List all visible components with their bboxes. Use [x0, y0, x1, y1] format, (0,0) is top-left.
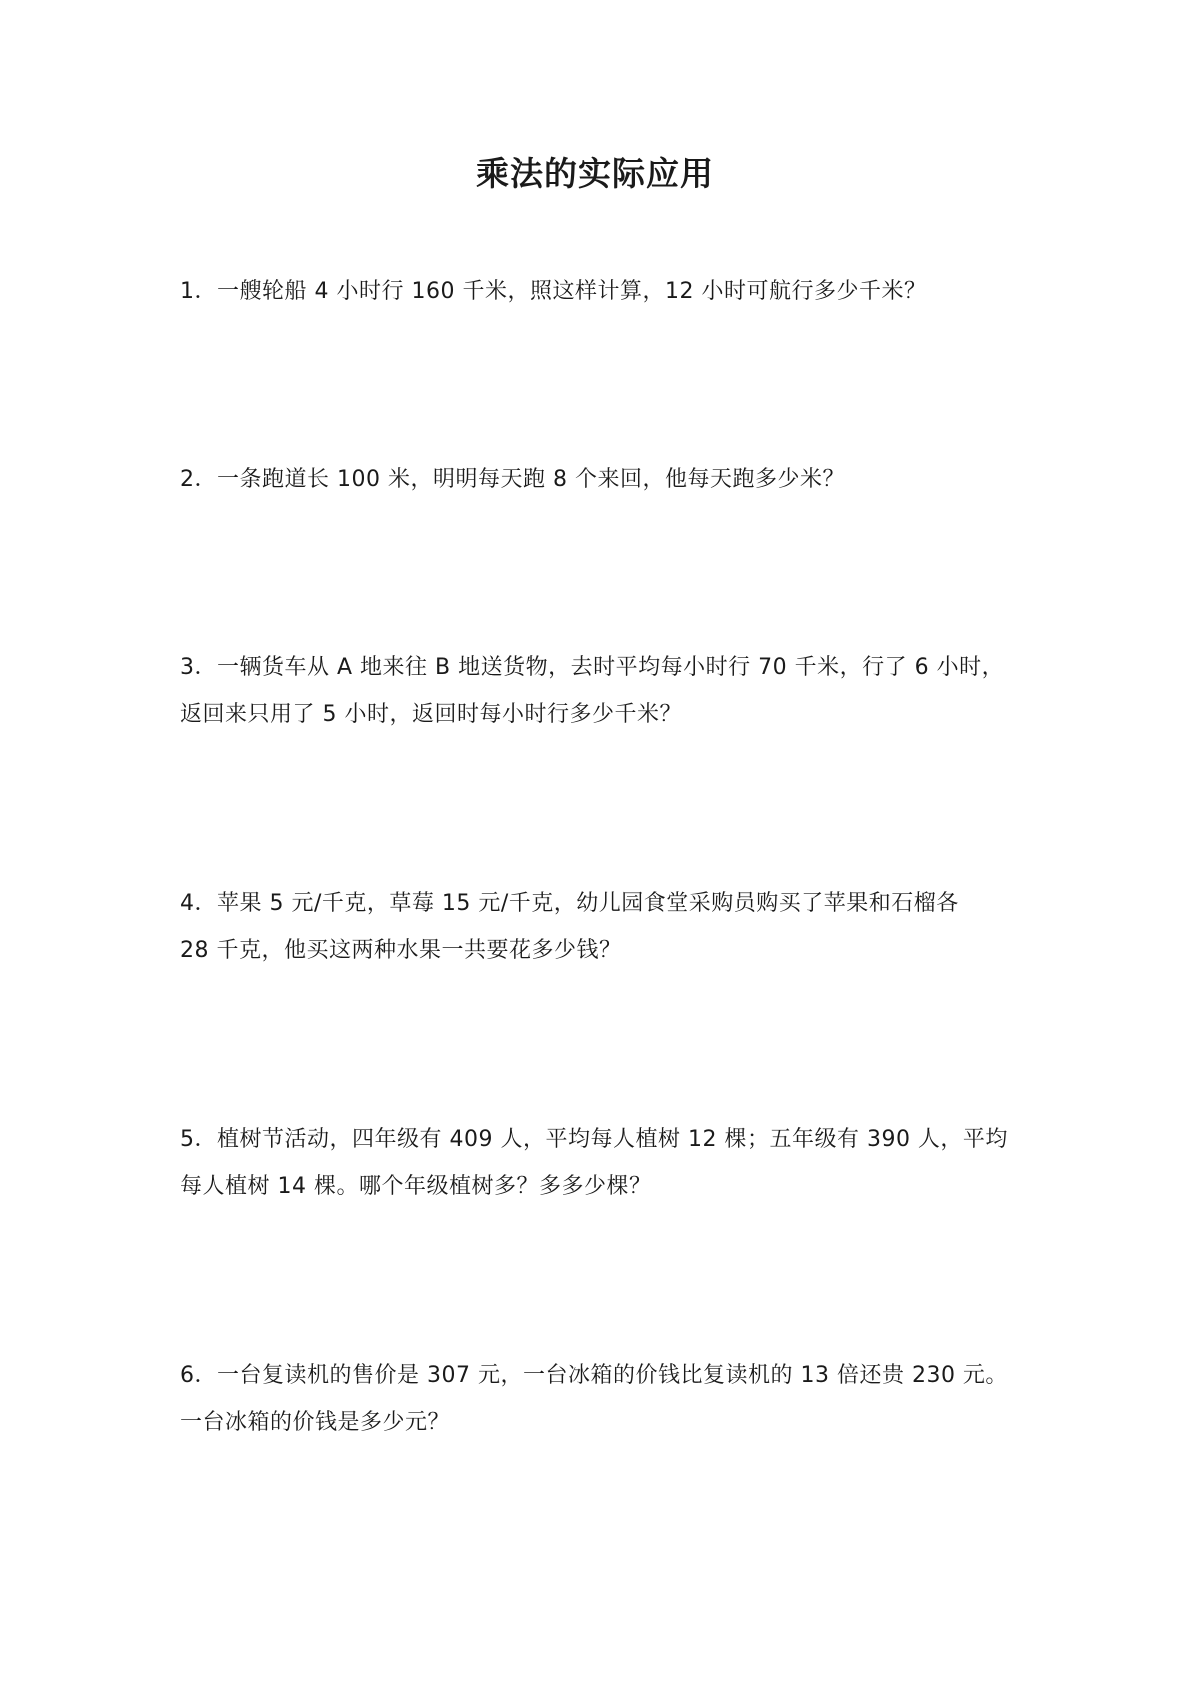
- question-3-line-1: 3．一辆货车从 A 地来往 B 地送货物，去时平均每小时行 70 千米，行了 6 小时，: [180, 655, 1005, 680]
- question-5-line-2: 每人植树 14 棵。哪个年级植树多？多多少棵？: [180, 1174, 652, 1199]
- question-5-line-1: 5．植树节活动，四年级有 409 人，平均每人植树 12 棵；五年级有 390 人，平均: [180, 1127, 1008, 1152]
- question-4: [180, 880, 1020, 974]
- question-6: [180, 1352, 1020, 1446]
- question-6-line-2: 一台冰箱的价钱是多少元？: [180, 1410, 451, 1435]
- question-1-line-1: 1．一艘轮船 4 小时行 160 千米，照这样计算，12 小时可航行多少千米？: [180, 279, 927, 304]
- question-1: [180, 268, 1020, 315]
- question-4-line-2: 28 千克，他买这两种水果一共要花多少钱？: [180, 938, 622, 963]
- question-2-line-1: 2．一条跑道长 100 米，明明每天跑 8 个来回，他每天跑多少米？: [180, 467, 845, 492]
- question-4-line-1: 4．苹果 5 元/千克，草莓 15 元/千克，幼儿园食堂采购员购买了苹果和石榴各: [180, 891, 959, 916]
- question-3-line-2: 返回来只用了 5 小时，返回时每小时行多少千米？: [180, 702, 682, 727]
- question-3: [180, 644, 1020, 738]
- question-5: [180, 1116, 1020, 1210]
- question-6-line-1: 6．一台复读机的售价是 307 元，一台冰箱的价钱比复读机的 13 倍还贵 230 元。: [180, 1363, 1008, 1388]
- page-title: 乘法的实际应用: [476, 154, 714, 193]
- question-2: [180, 456, 1020, 503]
